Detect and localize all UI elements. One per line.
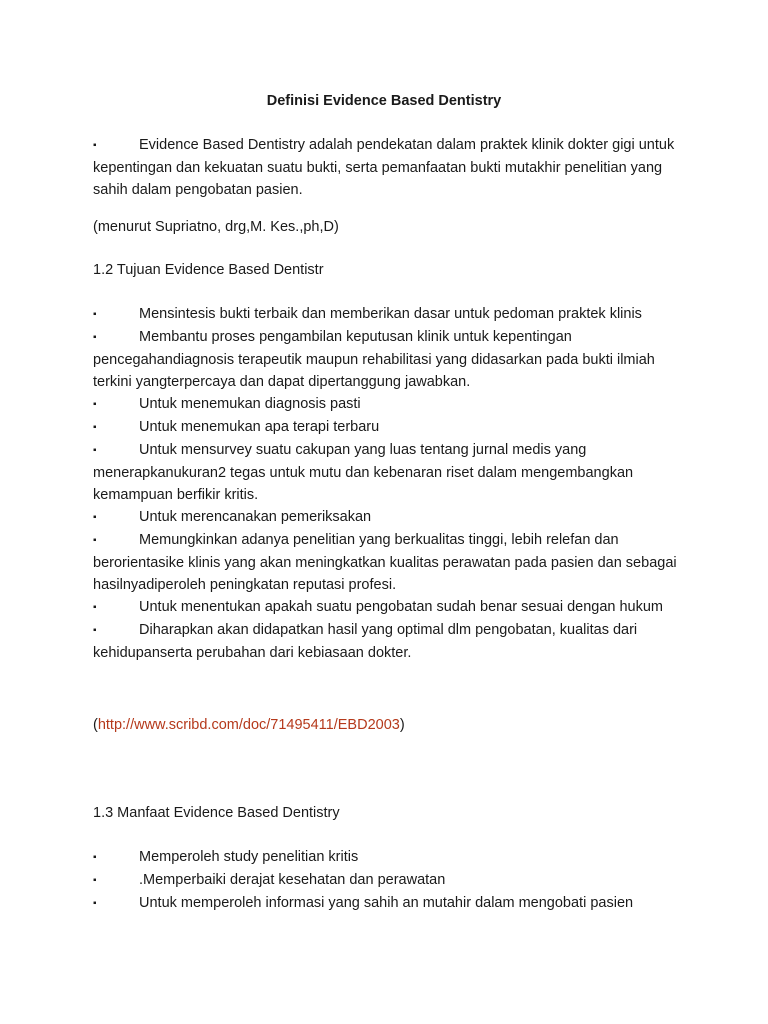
bullet-icon: ▪ xyxy=(93,602,97,613)
bullet-icon: ▪ xyxy=(93,332,97,343)
list-item: ▪ .Memperbaiki derajat kesehatan dan perawatan xyxy=(93,869,683,892)
list-item: ▪ Untuk menemukan diagnosis pasti xyxy=(93,393,683,416)
list-item: ▪ Memperoleh study penelitian kritis xyxy=(93,846,683,869)
list-item: ▪ Mensintesis bukti terbaik dan memberikan dasar untuk pedoman praktek klinis xyxy=(93,303,683,326)
bullet-icon: ▪ xyxy=(93,898,97,909)
source-link[interactable]: http://www.scribd.com/doc/71495411/EBD2003 xyxy=(97,717,400,733)
tujuan-list xyxy=(93,303,683,664)
list-item: ▪ Memungkinkan adanya penelitian yang berkualitas tinggi, lebih relefan dan berorientasike klinis yang akan meningkatkan kualitas perawatan pada pasien dan sebagai hasilnyadiperoleh peningkatan reputasi profesi. xyxy=(93,532,677,593)
bullet-icon: ▪ xyxy=(93,852,97,863)
list-item: ▪ Untuk menentukan apakah suatu pengobatan sudah benar sesuai dengan hukum xyxy=(93,596,683,619)
bullet-icon: ▪ xyxy=(93,535,97,546)
list-item: ▪ Membantu proses pengambilan keputusan klinik untuk kepentingan pencegahandiagnosis terapeutik maupun rehabilitasi yang didasarkan pada bukti ilmiah terkini yangterpercaya dan dapat dipertanggung jawabkan. xyxy=(93,329,655,390)
document-title: Definisi Evidence Based Dentistry xyxy=(266,93,502,109)
bullet-icon: ▪ xyxy=(93,445,97,456)
source-block xyxy=(93,714,683,736)
list-item: ▪ Diharapkan akan didapatkan hasil yang optimal dlm pengobatan, kualitas dari kehidupanserta perubahan dari kebiasaan dokter. xyxy=(93,622,638,661)
bullet-icon: ▪ xyxy=(93,309,97,320)
definition-text: Evidence Based Dentistry adalah pendekatan dalam praktek klinik dokter gigi untuk kepentingan dan kekuatan suatu bukti, serta pemanfaatan bukti mutakhir penelitian yang sahih dalam pengobatan pasien. xyxy=(93,137,675,198)
bullet-icon: ▪ xyxy=(93,399,97,410)
bullet-icon: ▪ xyxy=(93,422,97,433)
list-item: ▪ Untuk merencanakan pemeriksakan xyxy=(93,506,683,529)
bullet-icon: ▪ xyxy=(93,140,97,151)
list-item: ▪ Untuk mensurvey suatu cakupan yang luas tentang jurnal medis yang menerapkanukuran2 tegas untuk mutu dan kebenaran riset dalam mengembangkan kemampuan berfikir kritis. xyxy=(93,442,634,503)
citation-text: (menurut Supriatno, drg,M. Kes.,ph,D) xyxy=(93,219,339,235)
source-line: (http://www.scribd.com/doc/71495411/EBD2003) xyxy=(93,717,405,733)
list-item: ▪ Untuk memperoleh informasi yang sahih an mutahir dalam mengobati pasien xyxy=(93,892,683,915)
definition-paragraph xyxy=(93,134,683,201)
list-item: ▪ Untuk menemukan apa terapi terbaru xyxy=(93,416,683,439)
bullet-icon: ▪ xyxy=(93,625,97,636)
bullet-icon: ▪ xyxy=(93,875,97,886)
manfaat-list xyxy=(93,846,683,915)
section-heading-tujuan: 1.2 Tujuan Evidence Based Dentistr xyxy=(93,262,324,278)
section-heading-manfaat: 1.3 Manfaat Evidence Based Dentistry xyxy=(93,805,340,821)
bullet-icon: ▪ xyxy=(93,512,97,523)
definition-block xyxy=(93,134,683,201)
citation-block xyxy=(93,216,683,238)
